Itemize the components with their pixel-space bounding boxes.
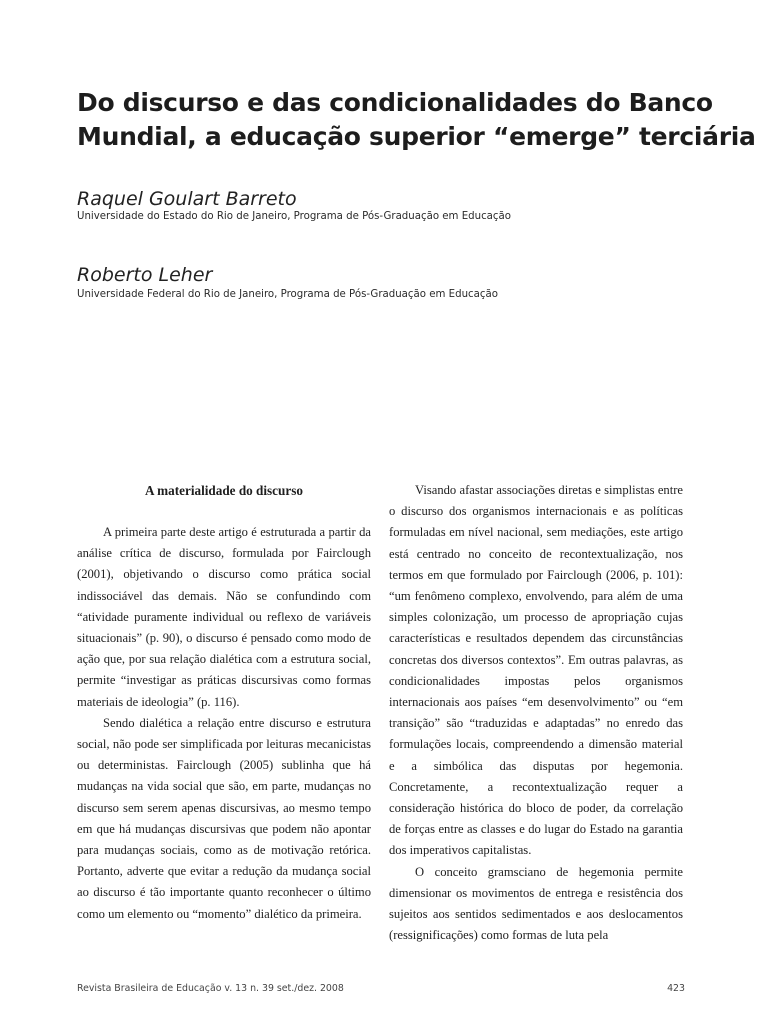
title-line-2: Mundial, a educação superior “emerge” terciária xyxy=(77,122,756,151)
page-number: 423 xyxy=(667,983,685,994)
body-paragraph: Visando afastar associações diretas e simplistas entre o discurso dos organismos internacionais e as políticas formuladas em nível nacional, sem mediações, este artigo está centrado no conceito de recontextualização, nos termos em que formulado por Fairclough (2006, p. 101): “um fenômeno complexo, envolvendo, para além de uma simples colonização, um processo de apropriação cujas características e resultados dependem das circunstâncias concretas dos diversos contextos”. Em outras palavras, as condicionalidades impostas pelos organismos internacionais aos países “em desenvolvimento” ou “em transição” são “traduzidas e adaptadas” no enredo das formulações locais, compreendendo a dimensão material e a simbólica das disputas por hegemonia. Concretamente, a recontextualização requer a consideração histórica do bloco de poder, da correlação de forças entre as classes e do lugar do Estado na garantia dos imperativos capitalistas. xyxy=(389,483,683,858)
right-column xyxy=(389,480,683,946)
left-column xyxy=(77,480,371,925)
author-affiliation-2: Universidade Federal do Rio de Janeiro, Programa de Pós-Graduação em Educação xyxy=(77,289,498,300)
author-name-1: Raquel Goulart Barreto xyxy=(77,188,297,210)
body-paragraph: O conceito gramsciano de hegemonia permite dimensionar os movimentos de entrega e resistência dos sujeitos aos sentidos sedimentados e aos deslocamentos (ressignificações) como formas de luta pela xyxy=(389,864,683,943)
author-name-2: Roberto Leher xyxy=(77,264,213,286)
body-paragraph: A primeira parte deste artigo é estruturada a partir da análise crítica de discurso, formulada por Fairclough (2001), objetivando o discurso como prática social indissociável das demais. Não se confundindo com “atividade puramente individual ou reflexo de variáveis situacionais” (p. 90), o discurso é pensado como modo de ação que, por sua relação dialética com a estrutura social, permite “investigar as práticas discursivas como formas materiais de ideologia” (p. 116). xyxy=(77,525,371,709)
body-paragraph: Sendo dialética a relação entre discurso e estrutura social, não pode ser simplificada por leituras mecanicistas ou deterministas. Fairclough (2005) sublinha que há mudanças na vida social que são, em parte, mudanças no discurso sem serem apenas discursivas, ao mesmo tempo em que há mudanças discursivas que podem não apontar para mudanças sociais, como as de motivação retórica. Portanto, adverte que evitar a redução da mudança social ao discurso é tão importante quanto reconhecer o último como um elemento ou “momento” dialético da primeira. xyxy=(77,715,371,921)
section-heading: A materialidade do discurso xyxy=(145,483,303,498)
author-affiliation-1: Universidade do Estado do Rio de Janeiro, Programa de Pós-Graduação em Educação xyxy=(77,211,511,222)
article-title xyxy=(77,86,756,154)
title-line-1: Do discurso e das condicionalidades do Banco xyxy=(77,88,713,117)
journal-citation: Revista Brasileira de Educação v. 13 n. 39 set./dez. 2008 xyxy=(77,983,344,994)
